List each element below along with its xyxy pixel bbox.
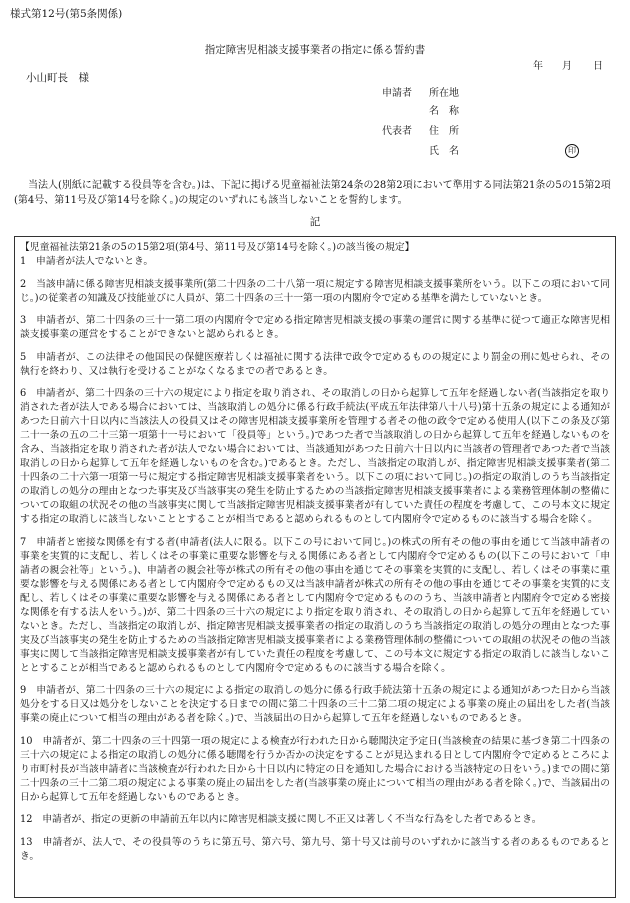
- provision-item: 2 当該申請に係る障害児相談支援事業所(第二十四条の二十八第一項に規定する障害児相談支援事業所をいう。以下この項において同じ。)の従業者の知識及び技能並びに人員が、第二十四条の三十一第一項の内閣府令で定める基準を満たしていないとき。: [20, 278, 610, 304]
- ki-heading: 記: [309, 216, 321, 228]
- provision-item: 12 申請者が、指定の更新の申請前五年以内に障害児相談支援に関し不正又は著しく不当な行為をした者であるとき。: [20, 814, 542, 825]
- document-title: 指定障害児相談支援事業者の指定に係る誓約書: [204, 44, 426, 56]
- provision-item: 3 申請者が、第二十四条の三十一第二項の内閣府令で定める指定障害児相談支援の事業の運営に関する基準に従つて適正な障害児相談支援事業の運営をすることができないと認められるとき。: [20, 315, 610, 340]
- provision-item: 9 申請者が、第二十四条の三十六の規定による指定の取消しの処分に係る行政手続法第十五条の規定による通知があつた日から当該処分をする日又は処分をしないことを決定する日までの間に第二十四条の三十二第二項の規定による事業の廃止の届出をした者(当該事業の廃止について相当の理由がある者を除く。)で、当該届出の日から起算して五年を経過しないものであるとき。: [20, 685, 610, 724]
- addressee: 小山町長 様: [26, 72, 89, 84]
- provision-item: 1 申請者が法人でないとき。: [20, 256, 154, 267]
- date-year: 年: [533, 61, 543, 72]
- provision-item: 7 申請者と密接な関係を有する者(申請者(法人に限る。以下この号において同じ。)の株式の所有その他の事由を通じて当該申請者の事業を実質的に支配し、若しくはその事業に重要な影響を与える関係にある者として内閣府令で定めるもの(以下この号において「申請者の親会社等」という。)、申請者の親会社等が株式の所有その他の事由を通じてその事業を実質的に支配し、若しくはその事業に重要な影響を与える関係にある者として内閣府令で定めるもの又は当該申請者が株式の所有その他の事由を通じてその事業を実質的に支配し、若しくはその事業に重要な影響を与える関係にある者として内閣府令で定めるもののうち、当該申請者と内閣府令で定める密接な関係を有する法人をいう。)が、第二十四条の三十六の規定により指定を取り消され、その取消しの日から起算して五年を経過していないとき。ただし、当該指定の取消しが、指定障害児相談支援事業者の指定の取消しのうち当該指定の取消しの処分の理由となつた事実及び当該事実の発生を防止するための当該指定障害児相談支援事業者による業務管理体制の整備についての取組の状況その他の当該事実に関して当該指定障害児相談支援事業者が有していた責任の程度を考慮して、この号本文に規定する指定の取消しに該当しないこととすることが相当であると認められるものとして内閣府令で定めるものに該当する場合を除く。: [20, 536, 610, 674]
- provision-item: 5 申請者が、この法律その他国民の保健医療若しくは福祉に関する法律で政令で定めるものの規定により罰金の刑に処せられ、その執行を終わり、又は執行を受けることがなくなるまでの者であるとき。: [20, 351, 610, 377]
- provisions-content: [20, 241, 610, 864]
- date-month: 月: [562, 61, 572, 72]
- representative-label: 代表者: [382, 126, 412, 137]
- provisions-heading: 【児童福祉法第21条の5の15第2項(第4号、第11号及び第14号を除く。)の該当後の規定】: [20, 242, 415, 253]
- provision-item: 13 申請者が、法人で、その役員等のうちに第五号、第六号、第九号、第十号又は前号のいずれかに該当する者のあるものであるとき。: [20, 836, 610, 862]
- provision-item: 6 申請者が、第二十四条の三十六の規定により指定を取り消され、その取消しの日から起算して五年を経過しない者(当該指定を取り消された者が法人である場合においては、当該取消しの処分に係る行政手続法(平成五年法律第八十八号)第十五条の規定による通知があつた日前六十日以内に当該法人の役員又はその障害児相談支援事業所を管理する者その他の政令で定める使用人(以下この条及び第二十一条の五の二十三第一項第十一号において「役員等」という。)であつた者で当該取消しの日から起算して五年を経過しないものを含み、当該指定を取り消された者が法人でない場合においては、当該通知があつた日前六十日以内に当該者の管理者であつた者で当該取消しの日から起算して五年を経過しないものを含む。)であるとき。ただし、当該指定の取消しが、指定障害児相談支援事業者(第二十四条の二十六第一項第一号に規定する指定障害児相談支援事業者をいう。以下この項において同じ。)の指定の取消しのうち当該指定の取消しの処分の理由となつた事実及び当該事実の発生を防止するための当該指定障害児相談支援事業者による業務管理体制の整備についての取組の状況その他の当該事実に関して当該指定障害児相談支援事業者が有していた責任の程度を考慮して、この号本文に規定する指定の取消しに該当しないこととすることが相当であると認められるものとして内閣府令で定めるものに該当する場合を除く。: [20, 388, 610, 525]
- address-label: 所在地: [429, 88, 459, 99]
- provision-item: 10 申請者が、第二十四条の三十四第一項の規定による検査が行われた日から聴聞決定予定日(当該検査の結果に基づき第二十四条の三十六の規定による指定の取消しの処分に係る聴聞を行うか否かの決定をすることが見込まれる日として内閣府令で定めるところにより市町村長が当該申請者に当該検査が行われた日から十日以内に特定の日を通知した場合における当該特定の日をいう。)までの間に第二十四条の三十二第二項の規定による事業の廃止の届出をした者(当該事業の廃止について相当の理由がある者を除く。)で、当該届出の日から起算して五年を経過しないものであるとき。: [20, 735, 610, 803]
- person-name-label: 氏 名: [429, 146, 459, 157]
- seal-mark: 印: [565, 144, 579, 158]
- pledge-statement: 当法人(別紙に記載する役員等を含む。)は、下記に掲げる児童福祉法第24条の28第2項において準用する同法第21条の5の15第2項(第4号、第11号及び第14号を除く。)の規定のいずれにも該当しないことを誓約します。: [14, 180, 611, 206]
- date-day: 日: [593, 61, 603, 72]
- applicant-label: 申請者: [382, 88, 412, 99]
- form-number: 様式第12号(第5条関係): [10, 8, 123, 20]
- provisions-box: [14, 236, 616, 898]
- name-label: 名 称: [429, 106, 459, 117]
- residence-label: 住 所: [429, 126, 459, 137]
